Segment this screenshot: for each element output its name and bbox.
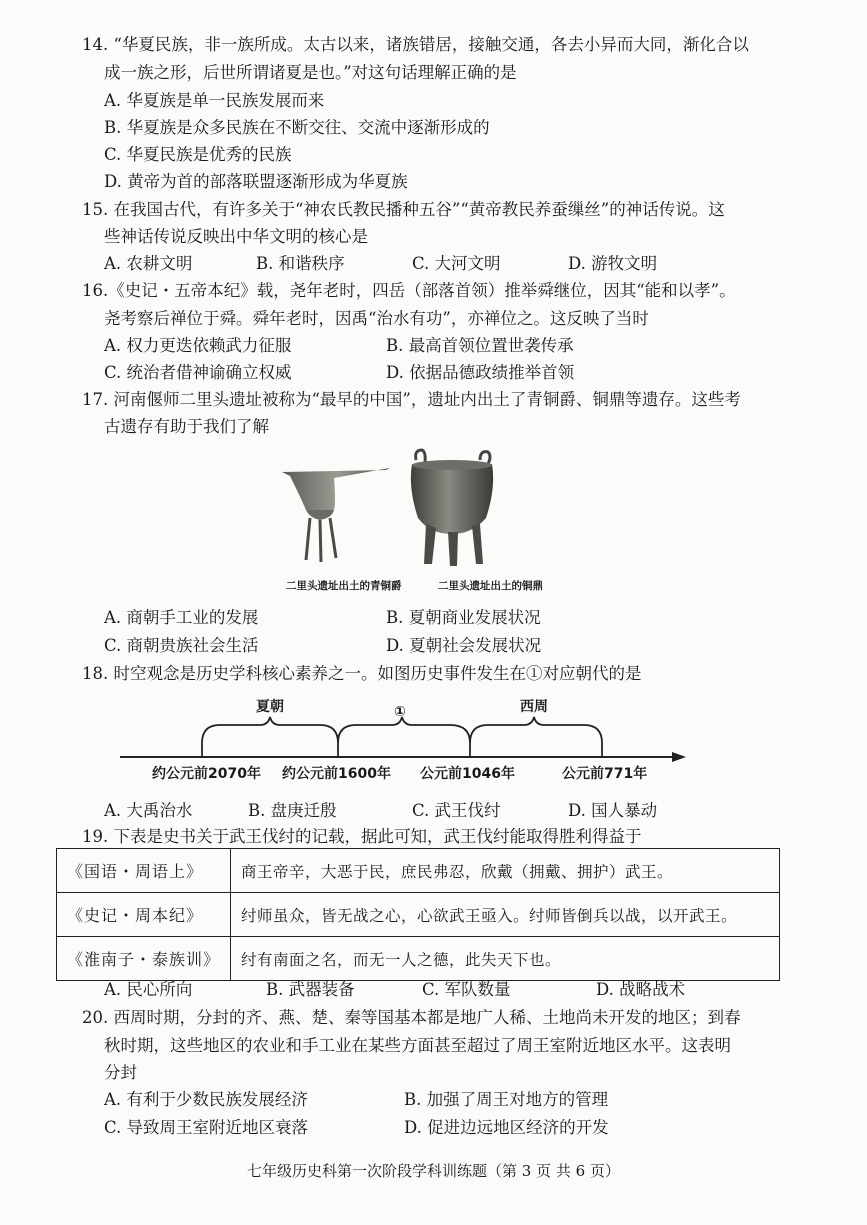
q19-option-d[interactable]: D. 战略战术 bbox=[596, 980, 686, 999]
q17-option-a[interactable]: A. 商朝手工业的发展 bbox=[104, 608, 259, 627]
timeline bbox=[120, 695, 700, 785]
q18-option-c[interactable]: C. 武王伐纣 bbox=[412, 801, 501, 820]
page-footer: 七年级历史科第一次阶段学科训练题（第 3 页 共 6 页） bbox=[247, 1162, 620, 1180]
q15-stem-line1: 15. 在我国古代，有许多关于“神农氏教民播种五谷”“黄帝教民养蚕缫丝”的神话传说。这 bbox=[82, 200, 725, 219]
q20-option-c[interactable]: C. 导致周王室附近地区衰落 bbox=[104, 1118, 309, 1137]
q18-option-b[interactable]: B. 盘庚迁殷 bbox=[248, 801, 337, 820]
table-cell-text: 纣师虽众，皆无战之心，心欲武王亟入。纣师皆倒兵以战，以开武王。 bbox=[231, 893, 780, 937]
q15-option-d[interactable]: D. 游牧文明 bbox=[568, 254, 658, 273]
table-cell-source: 《史记・周本纪》 bbox=[57, 893, 231, 937]
q16-option-a[interactable]: A. 权力更迭依赖武力征服 bbox=[104, 336, 292, 355]
table-row bbox=[57, 849, 780, 893]
q19-option-a[interactable]: A. 民心所向 bbox=[104, 980, 193, 999]
q15-option-b[interactable]: B. 和谐秩序 bbox=[256, 254, 345, 273]
q19-stem-line1: 19. 下表是史书关于武王伐纣的记载，据此可知，武王伐纣能取得胜利得益于 bbox=[82, 827, 642, 846]
q15-stem-line2: 些神话传说反映出中华文明的核心是 bbox=[104, 227, 368, 246]
q17-stem-line1: 17. 河南偃师二里头遗址被称为“最早的中国”，遗址内出土了青铜爵、铜鼎等遗存。这些考 bbox=[82, 390, 741, 409]
period-xia: 夏朝 bbox=[256, 699, 284, 715]
q20-stem-line3: 分封 bbox=[104, 1063, 137, 1082]
q17-option-d[interactable]: D. 夏朝社会发展状况 bbox=[386, 636, 542, 655]
q14-option-a[interactable]: A. 华夏族是单一民族发展而来 bbox=[104, 91, 325, 110]
q17-stem-line2: 古遗存有助于我们了解 bbox=[104, 417, 269, 436]
bronze-jue-icon bbox=[282, 468, 390, 562]
bronze-artifacts-image bbox=[276, 448, 576, 568]
q18-stem-line1: 18. 时空观念是历史学科核心素养之一。如图历史事件发生在①对应朝代的是 bbox=[82, 664, 642, 683]
date-1046bc: 公元前1046年 bbox=[420, 766, 515, 782]
q16-option-c[interactable]: C. 统治者借神谕确立权威 bbox=[104, 363, 292, 382]
q15-option-a[interactable]: A. 农耕文明 bbox=[104, 254, 193, 273]
date-771bc: 公元前771年 bbox=[562, 766, 648, 782]
date-1600bc: 约公元前1600年 bbox=[282, 766, 391, 782]
bronze-ding-icon bbox=[411, 450, 493, 566]
q14-option-d[interactable]: D. 黄帝为首的部落联盟逐渐形成为华夏族 bbox=[104, 172, 408, 191]
q19-option-b[interactable]: B. 武器装备 bbox=[266, 980, 355, 999]
q20-option-b[interactable]: B. 加强了周王对地方的管理 bbox=[404, 1090, 609, 1109]
table-cell-text: 纣有南面之名，而无一人之德，此失天下也。 bbox=[231, 937, 780, 981]
ding-caption: 二里头遗址出土的铜鼎 bbox=[438, 580, 543, 592]
q18-option-d[interactable]: D. 国人暴动 bbox=[568, 801, 658, 820]
q16-option-d[interactable]: D. 依据品德政绩推举首领 bbox=[386, 363, 575, 382]
history-records-table bbox=[56, 848, 780, 981]
table-cell-source: 《国语・周语上》 bbox=[57, 849, 231, 893]
q20-stem-line2: 秋时期，这些地区的农业和手工业在某些方面甚至超过了周王室附近地区水平。这表明 bbox=[104, 1036, 731, 1055]
table-row bbox=[57, 893, 780, 937]
q15-option-c[interactable]: C. 大河文明 bbox=[412, 254, 501, 273]
q14-option-c[interactable]: C. 华夏民族是优秀的民族 bbox=[104, 145, 292, 164]
date-2070bc: 约公元前2070年 bbox=[152, 766, 261, 782]
period-western-zhou: 西周 bbox=[520, 699, 548, 715]
q18-option-a[interactable]: A. 大禹治水 bbox=[104, 801, 193, 820]
q16-option-b[interactable]: B. 最高首领位置世袭传承 bbox=[386, 336, 574, 355]
q19-option-c[interactable]: C. 军队数量 bbox=[422, 980, 511, 999]
period-circled-1: ① bbox=[394, 704, 406, 720]
q16-stem-line1: 16.《史记・五帝本纪》载，尧年老时，四岳（部落首领）推举舜继位，因其“能和以孝”。 bbox=[82, 281, 736, 300]
q14-stem-line1: 14. “华夏民族，非一族所成。太古以来，诸族错居，接触交通，各去小异而大同，渐化合以 bbox=[82, 35, 749, 54]
q14-option-b[interactable]: B. 华夏族是众多民族在不断交往、交流中逐渐形成的 bbox=[104, 118, 490, 137]
jue-caption: 二里头遗址出土的青铜爵 bbox=[286, 580, 402, 592]
q20-option-a[interactable]: A. 有利于少数民族发展经济 bbox=[104, 1090, 308, 1109]
table-row bbox=[57, 937, 780, 981]
q17-option-b[interactable]: B. 夏朝商业发展状况 bbox=[386, 608, 541, 627]
timeline-arrow-icon bbox=[672, 752, 686, 762]
q17-option-c[interactable]: C. 商朝贵族社会生活 bbox=[104, 636, 259, 655]
table-cell-source: 《淮南子・泰族训》 bbox=[57, 937, 231, 981]
table-cell-text: 商王帝辛，大恶于民，庶民弗忍，欣戴（拥戴、拥护）武王。 bbox=[231, 849, 780, 893]
q20-stem-line1: 20. 西周时期，分封的齐、燕、楚、秦等国基本都是地广人稀、土地尚未开发的地区；到春 bbox=[82, 1008, 741, 1027]
q20-option-d[interactable]: D. 促进边远地区经济的开发 bbox=[404, 1118, 609, 1137]
q14-stem-line2: 成一族之形，后世所谓诸夏是也。”对这句话理解正确的是 bbox=[104, 63, 517, 82]
q16-stem-line2: 尧考察后禅位于舜。舜年老时，因禹“治水有功”，亦禅位之。这反映了当时 bbox=[104, 309, 649, 328]
